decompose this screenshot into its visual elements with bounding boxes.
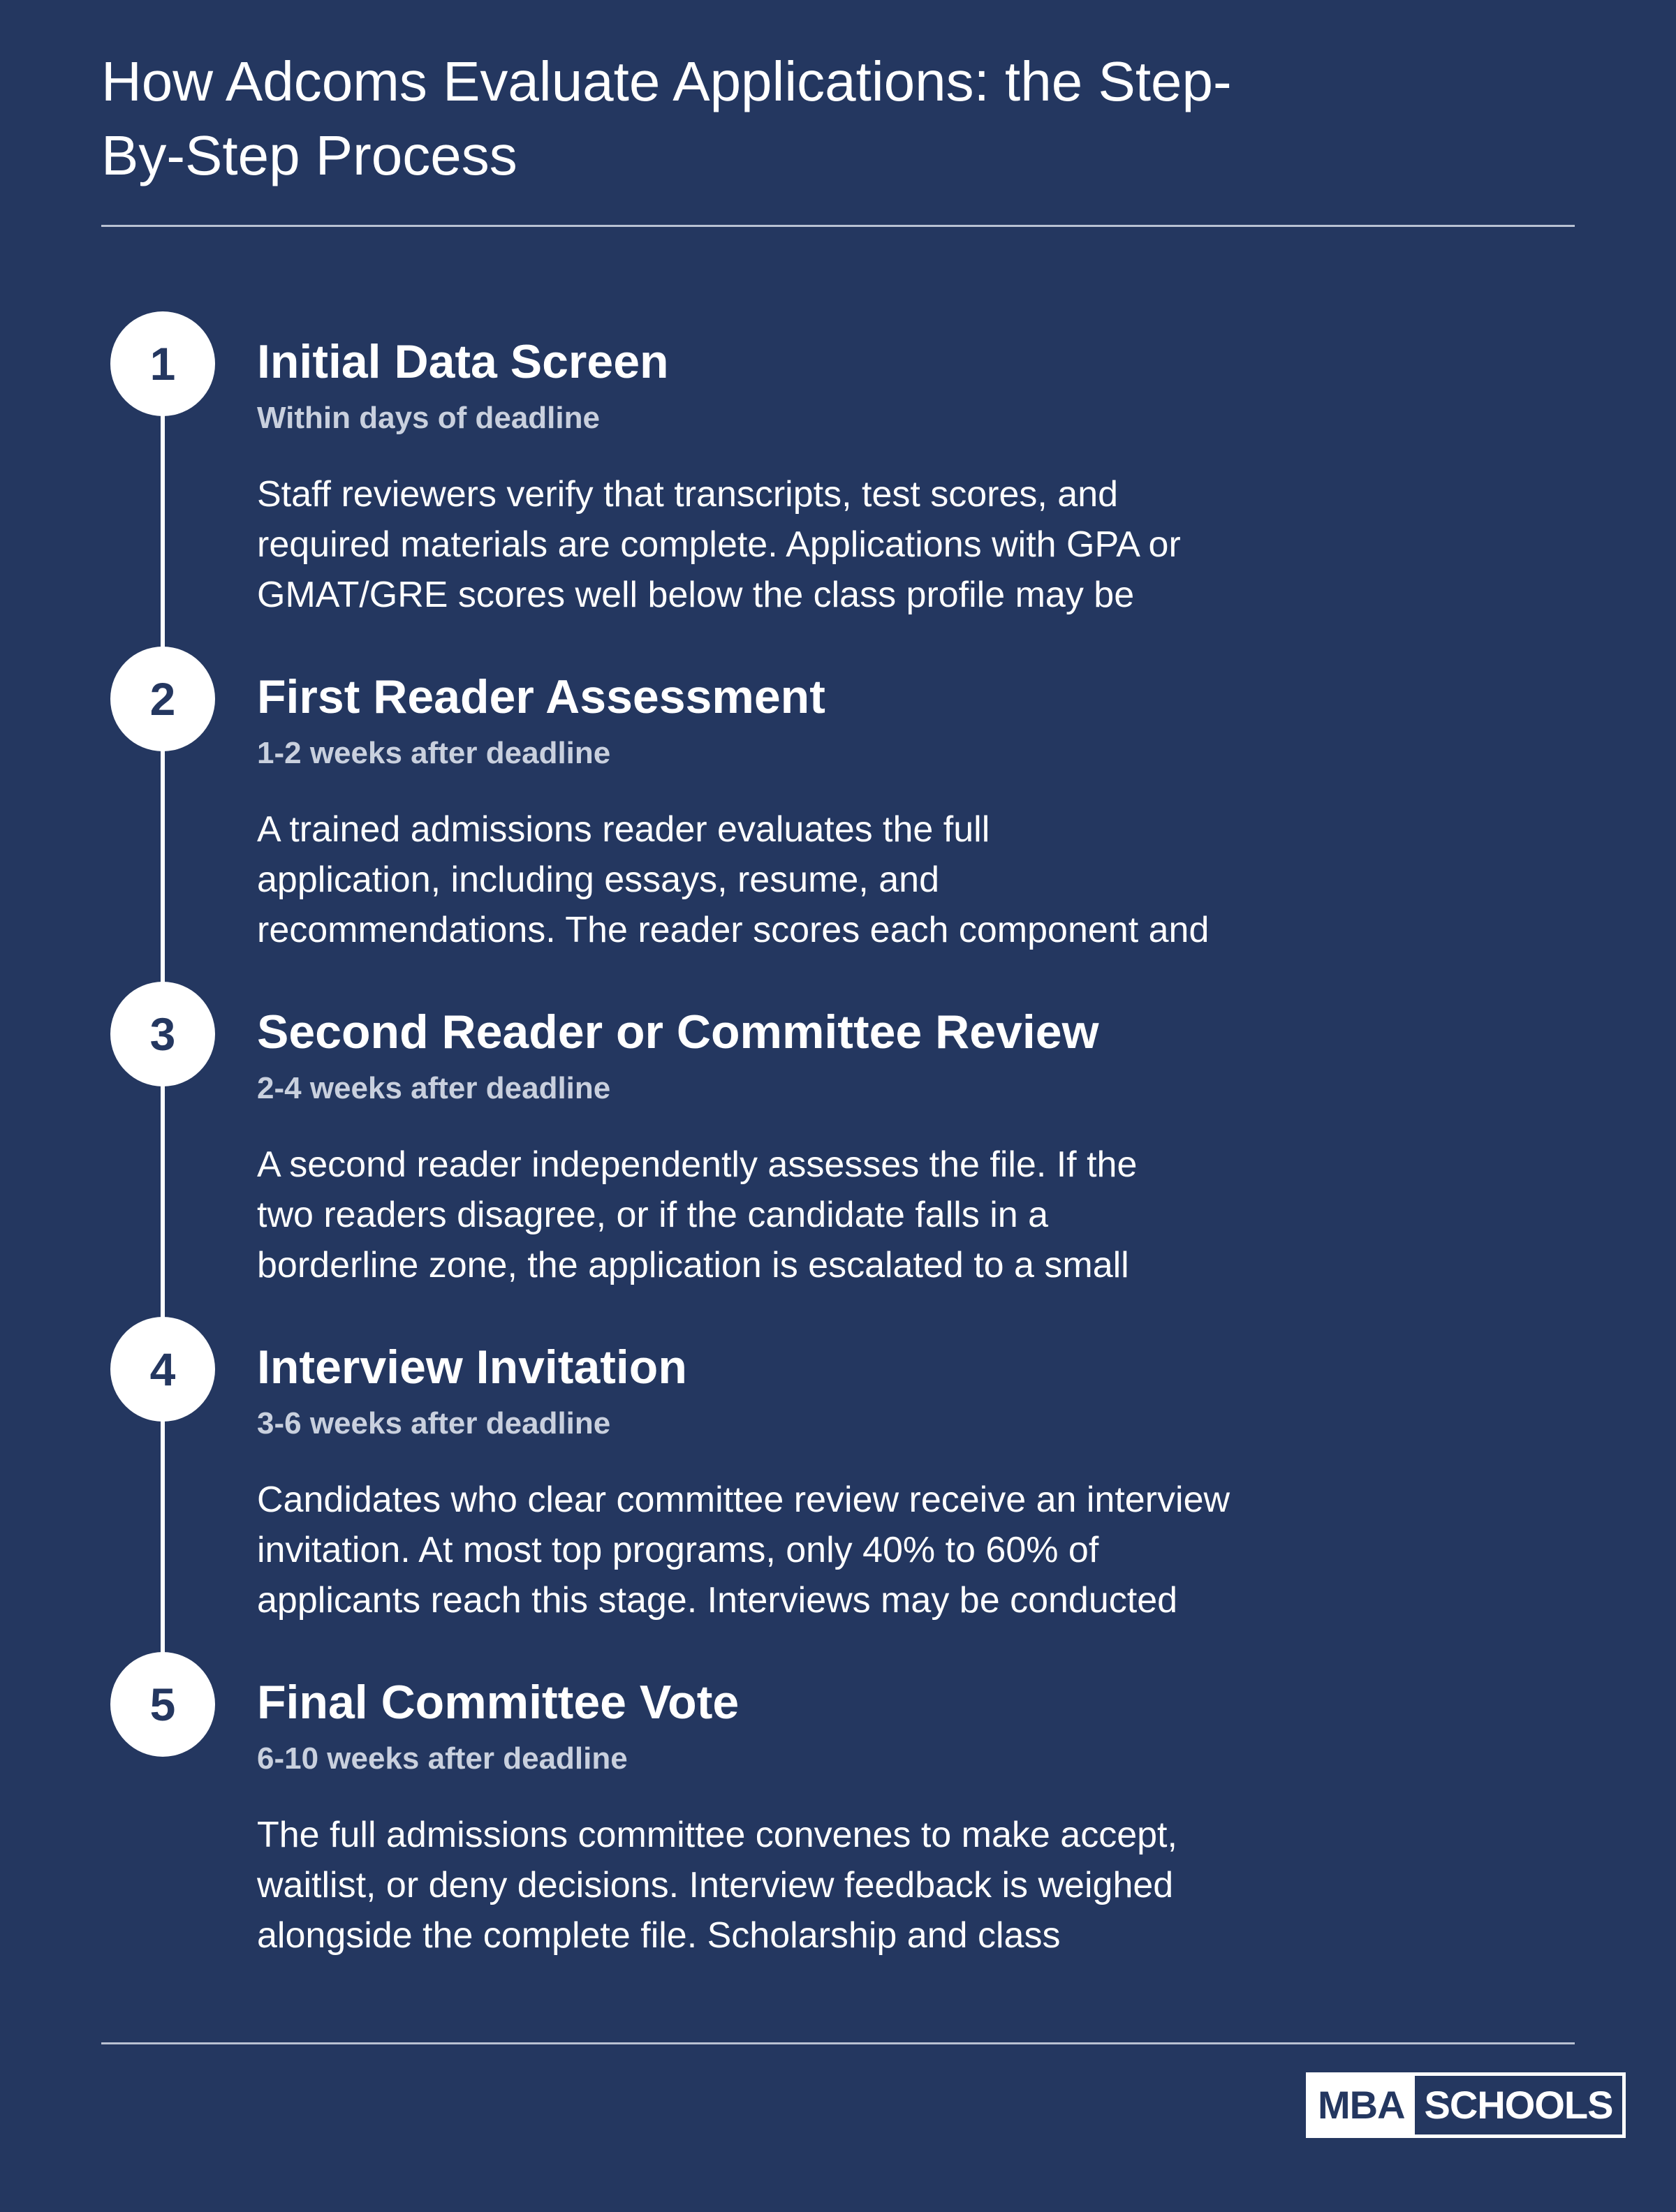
- step-timing: 1-2 weeks after deadline: [257, 736, 611, 770]
- step-timing: 6-10 weeks after deadline: [257, 1741, 628, 1776]
- step-timing: 2-4 weeks after deadline: [257, 1071, 611, 1105]
- description-line: GMAT/GRE scores well below the class profile may be: [257, 575, 1135, 615]
- description-line: alongside the complete file. Scholarship and class: [257, 1915, 1061, 1956]
- step-4: [0, 1317, 1676, 1621]
- description-line: borderline zone, the application is escalated to a small: [257, 1245, 1129, 1285]
- description-line: applicants reach this stage. Interviews may be conducted: [257, 1580, 1178, 1621]
- step-description: [257, 1140, 1374, 1290]
- step-title: Second Reader or Committee Review: [257, 1005, 1099, 1059]
- description-line: application, including essays, resume, and: [257, 860, 940, 900]
- description-line: Candidates who clear committee review receive an interview: [257, 1480, 1230, 1520]
- step-1: [0, 311, 1676, 615]
- description-line: The full admissions committee convenes to make accept,: [257, 1815, 1177, 1855]
- description-line: two readers disagree, or if the candidate falls in a: [257, 1195, 1049, 1235]
- step-number-badge: 4: [110, 1317, 215, 1422]
- step-number-badge: 2: [110, 647, 215, 751]
- step-3: [0, 982, 1676, 1285]
- step-timing: 3-6 weeks after deadline: [257, 1406, 611, 1440]
- step-2: [0, 647, 1676, 950]
- step-number-badge: 1: [110, 311, 215, 416]
- step-timing: Within days of deadline: [257, 401, 600, 435]
- step-description: [257, 469, 1374, 620]
- step-description: [257, 804, 1374, 955]
- step-number-badge: 3: [110, 982, 215, 1086]
- step-description: [257, 1475, 1374, 1625]
- mba-schools-logo: [1306, 2072, 1626, 2138]
- step-description: [257, 1810, 1374, 1961]
- description-line: A trained admissions reader evaluates the full: [257, 809, 990, 850]
- logo-schools-text: SCHOOLS: [1415, 2076, 1623, 2134]
- bottom-divider: [101, 2042, 1575, 2044]
- description-line: recommendations. The reader scores each component and: [257, 910, 1210, 950]
- step-5: [0, 1652, 1676, 1956]
- logo-mba-text: MBA: [1309, 2076, 1415, 2134]
- description-line: invitation. At most top programs, only 40% to 60% of: [257, 1530, 1099, 1570]
- page-title: How Adcoms Evaluate Applications: the Step-By-Step Process: [101, 50, 1232, 186]
- description-line: Staff reviewers verify that transcripts, test scores, and: [257, 474, 1119, 515]
- step-title: First Reader Assessment: [257, 670, 825, 723]
- description-line: waitlist, or deny decisions. Interview feedback is weighed: [257, 1865, 1174, 1905]
- step-title: Final Committee Vote: [257, 1676, 740, 1729]
- step-number-badge: 5: [110, 1652, 215, 1757]
- description-line: required materials are complete. Applications with GPA or: [257, 524, 1181, 565]
- top-divider: [101, 225, 1575, 227]
- step-title: Initial Data Screen: [257, 335, 669, 388]
- step-title: Interview Invitation: [257, 1341, 687, 1394]
- description-line: A second reader independently assesses the file. If the: [257, 1144, 1138, 1185]
